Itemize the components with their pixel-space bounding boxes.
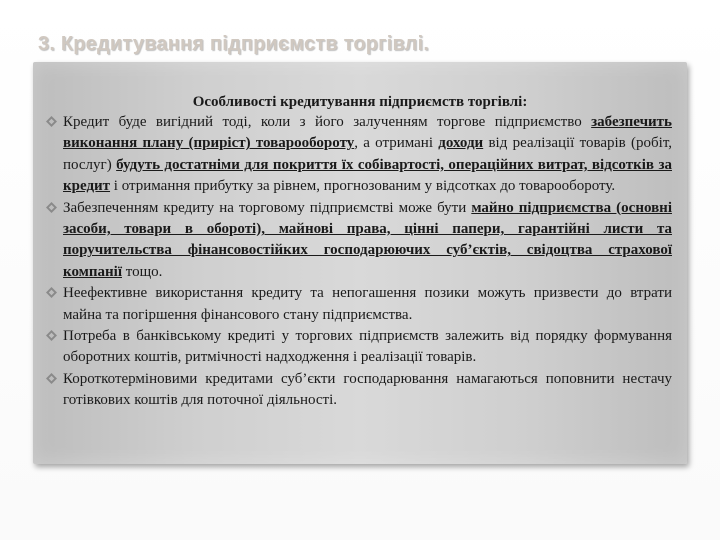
- content-heading: Особливості кредитування підприємств торгівлі:: [192, 94, 528, 110]
- bullet-text: Кредит буде вигідний тоді, коли з його залученням торгове підприємство: [63, 114, 592, 130]
- bullet-item: [46, 369, 672, 412]
- bullet-text: від реалізації товарів (робіт, послуг): [63, 135, 672, 173]
- diamond-bullet-icon: [46, 287, 57, 298]
- bullet-item: [46, 326, 672, 369]
- bullet-text: Неефективне використання кредиту та непогашення позики можуть призвести до втрати майна та погіршення фінансового стану підприємства.: [63, 285, 672, 323]
- bullet-text: Забезпеченням кредиту на торговому підприємстві може бути: [63, 199, 472, 216]
- emphasized-text: доходи: [438, 135, 484, 152]
- diamond-bullet-icon: [46, 202, 57, 213]
- diamond-bullet-icon: [46, 330, 57, 341]
- bullet-text: Короткотерміновими кредитами суб’єкти господарювання намагаються поповнити нестачу готівкових коштів для поточної діяльності.: [63, 370, 672, 409]
- bullet-text: тощо.: [122, 263, 163, 280]
- emphasized-text: майно підприємства (основні засоби, товари в обороті), майнові права, цінні папери, гарантійні листи та поручительства фінансовостійких господарюючих суб’єктів, свідоцтва страхової компанії: [63, 199, 672, 280]
- diamond-bullet-icon: [46, 373, 57, 384]
- emphasized-text: забезпечить виконання плану (приріст) товарообороту: [63, 114, 672, 152]
- bullet-item: [46, 112, 672, 198]
- bullet-list: [46, 112, 672, 412]
- emphasized-text: будуть достатніми для покриття їх собівартості, операційних витрат, відсотків за кредит: [63, 156, 672, 195]
- slide-title: 3. Кредитування підприємств торгівлі.: [38, 33, 430, 55]
- diamond-bullet-icon: [46, 116, 57, 127]
- bullet-item: [46, 283, 672, 326]
- bullet-text: і отримання прибутку за рівнем, прогнозованим у відсотках до товарообороту.: [110, 178, 616, 195]
- bullet-text: , а отримані: [354, 135, 439, 152]
- bullet-item: [46, 198, 672, 284]
- bullet-text: Потреба в банківському кредиті у торгових підприємств залежить від порядку формування оборотних коштів, ритмічності надходження і реалізації товарів.: [63, 328, 672, 366]
